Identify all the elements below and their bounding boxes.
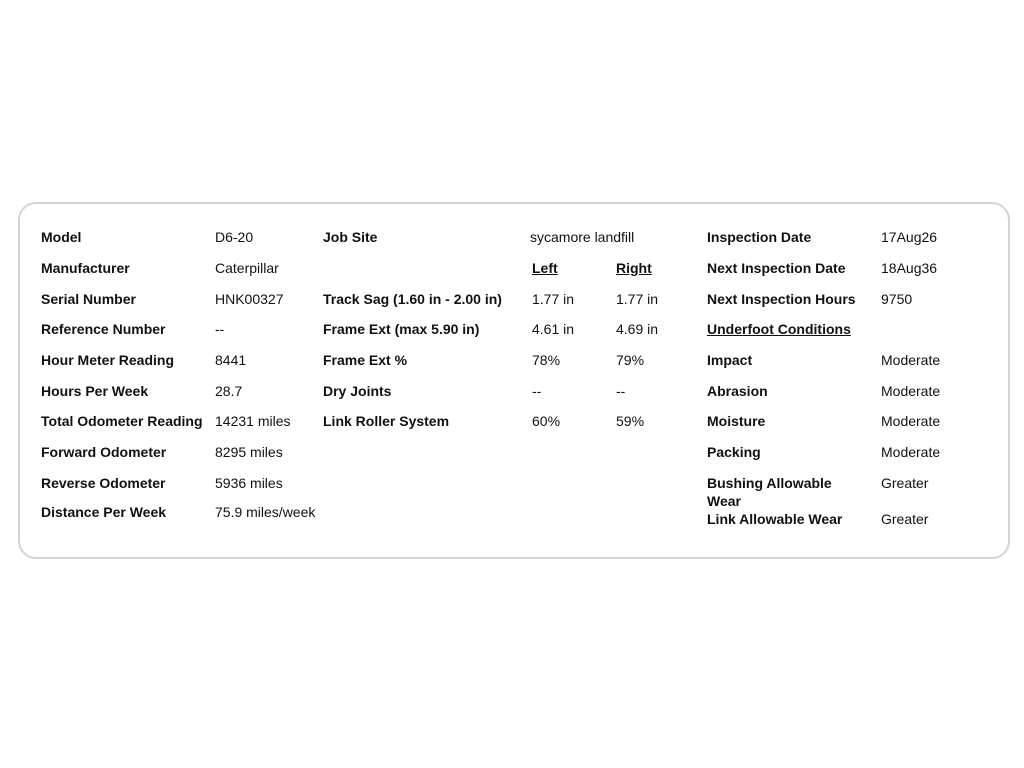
forward-odometer-label: Forward Odometer — [41, 444, 167, 460]
hours-per-week-label: Hours Per Week — [41, 383, 149, 399]
reference-number-value: -- — [215, 321, 225, 337]
inspection-date-value: 17Aug26 — [881, 229, 938, 245]
left-track-header: Left — [532, 260, 558, 276]
frame-ext-right-value: 4.69 in — [616, 321, 659, 337]
hour-meter-reading-label: Hour Meter Reading — [41, 352, 175, 368]
next-inspection-hours-label: Next Inspection Hours — [707, 291, 856, 307]
frame-ext-left-value: 4.61 in — [532, 321, 575, 337]
next-inspection-date-label: Next Inspection Date — [707, 260, 846, 276]
underfoot-conditions-header: Underfoot Conditions — [707, 321, 851, 337]
dry-joints-right-value: -- — [616, 383, 626, 399]
bushing-allowable-wear-value: Greater — [881, 475, 929, 491]
moisture-label: Moisture — [707, 413, 766, 429]
impact-value: Moderate — [881, 352, 941, 368]
moisture-value: Moderate — [881, 413, 941, 429]
inspection-date-label: Inspection Date — [707, 229, 812, 245]
right-track-header: Right — [616, 260, 652, 276]
job-site-value: sycamore landfill — [530, 229, 635, 245]
next-inspection-date-value: 18Aug36 — [881, 260, 938, 276]
link-roller-system-label: Link Roller System — [323, 413, 450, 429]
track-sag-label: Track Sag (1.60 in - 2.00 in) — [323, 291, 502, 307]
hour-meter-reading-value: 8441 — [215, 352, 247, 368]
packing-value: Moderate — [881, 444, 941, 460]
frame-ext-percent-left-value: 78% — [532, 352, 561, 368]
frame-ext-percent-label: Frame Ext % — [323, 352, 408, 368]
abrasion-label: Abrasion — [707, 383, 768, 399]
link-allowable-wear-value: Greater — [881, 511, 929, 527]
abrasion-value: Moderate — [881, 383, 941, 399]
distance-per-week-label: Distance Per Week — [41, 504, 167, 520]
job-site-label: Job Site — [323, 229, 378, 245]
reverse-odometer-label: Reverse Odometer — [41, 475, 166, 491]
forward-odometer-value: 8295 miles — [215, 444, 283, 460]
total-odometer-value: 14231 miles — [215, 413, 291, 429]
manufacturer-value: Caterpillar — [215, 260, 279, 276]
next-inspection-hours-value: 9750 — [881, 291, 913, 307]
distance-per-week-value: 75.9 miles/week — [215, 504, 316, 520]
hours-per-week-value: 28.7 — [215, 383, 243, 399]
reference-number-label: Reference Number — [41, 321, 166, 337]
serial-number-value: HNK00327 — [215, 291, 284, 307]
packing-label: Packing — [707, 444, 761, 460]
link-roller-system-right-value: 59% — [616, 413, 645, 429]
model-label: Model — [41, 229, 82, 245]
link-roller-system-left-value: 60% — [532, 413, 561, 429]
dry-joints-left-value: -- — [532, 383, 542, 399]
link-allowable-wear-label: Link Allowable Wear — [707, 511, 843, 527]
dry-joints-label: Dry Joints — [323, 383, 392, 399]
track-sag-left-value: 1.77 in — [532, 291, 575, 307]
model-value: D6-20 — [215, 229, 254, 245]
frame-ext-label: Frame Ext (max 5.90 in) — [323, 321, 480, 337]
serial-number-label: Serial Number — [41, 291, 136, 307]
bushing-allowable-wear-label: Bushing Allowable Wear — [707, 475, 832, 509]
manufacturer-label: Manufacturer — [41, 260, 130, 276]
reverse-odometer-value: 5936 miles — [215, 475, 283, 491]
impact-label: Impact — [707, 352, 753, 368]
frame-ext-percent-right-value: 79% — [616, 352, 645, 368]
total-odometer-label: Total Odometer Reading — [41, 413, 203, 429]
track-sag-right-value: 1.77 in — [616, 291, 659, 307]
inspection-summary-card — [18, 202, 1010, 559]
